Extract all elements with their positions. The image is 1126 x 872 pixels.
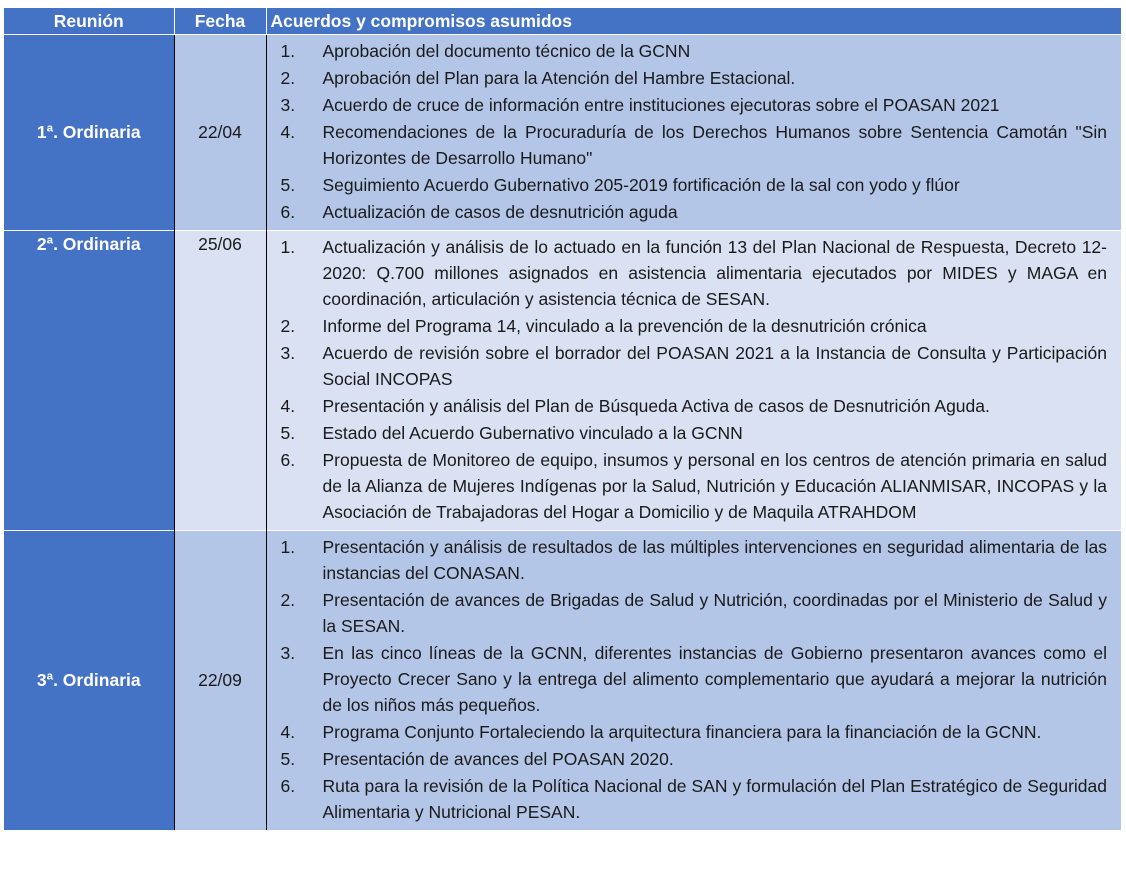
list-item	[281, 746, 1108, 772]
item-number: 1.	[280, 537, 296, 557]
item-number: 3.	[280, 343, 296, 363]
agreements-cell	[266, 231, 1121, 531]
item-number: 6.	[280, 450, 296, 470]
item-number: 5.	[280, 423, 296, 443]
item-text: Presentación y análisis del Plan de Búsqueda Activa de casos de Desnutrición Aguda.	[322, 396, 990, 416]
list-item	[281, 199, 1108, 225]
item-number: 6.	[280, 202, 296, 222]
table-row	[4, 231, 1121, 531]
item-text: Acuerdo de cruce de información entre instituciones ejecutoras sobre el POASAN 2021	[322, 95, 1000, 115]
list-item	[281, 773, 1108, 825]
item-text: Recomendaciones de la Procuraduría de los Derechos Humanos sobre Sentencia Camotán "Sin Horizontes de Desarrollo Humano"	[322, 122, 1107, 168]
list-item	[281, 119, 1108, 171]
item-text: Actualización de casos de desnutrición aguda	[322, 202, 678, 222]
item-text: Actualización y análisis de lo actuado en la función 13 del Plan Nacional de Respuesta, Decreto 12-2020: Q.700 millones asignados en asistencia alimentaria ejecutados por MIDES y MAGA en coordinación, articulación y asistencia técnica de SESAN.	[322, 237, 1107, 309]
item-text: Acuerdo de revisión sobre el borrador del POASAN 2021 a la Instancia de Consulta y Participación Social INCOPAS	[322, 343, 1107, 389]
item-number: 3.	[280, 95, 296, 115]
item-number: 1.	[280, 41, 296, 61]
item-number: 1.	[280, 237, 296, 257]
item-text: Presentación y análisis de resultados de las múltiples intervenciones en seguridad alimentaria de las instancias del CONASAN.	[322, 537, 1107, 583]
item-text: En las cinco líneas de la GCNN, diferentes instancias de Gobierno presentaron avances como el Proyecto Crecer Sano y la entrega del alimento complementario que ayudará a mejorar la nutrición de los niños más pequeños.	[322, 643, 1107, 715]
reunion-cell: 1ª. Ordinaria	[4, 35, 174, 231]
header-fecha: Fecha	[174, 8, 266, 35]
list-item	[281, 172, 1108, 198]
item-number: 4.	[280, 722, 296, 742]
list-item	[281, 587, 1108, 639]
agreements-list	[281, 234, 1108, 525]
reunion-cell: 3ª. Ordinaria	[4, 531, 174, 831]
item-text: Programa Conjunto Fortaleciendo la arquitectura financiera para la financiación de la GCNN.	[322, 722, 1042, 742]
item-number: 4.	[280, 122, 296, 142]
item-text: Aprobación del Plan para la Atención del Hambre Estacional.	[322, 68, 796, 88]
item-number: 2.	[280, 316, 296, 336]
item-text: Informe del Programa 14, vinculado a la prevención de la desnutrición crónica	[322, 316, 927, 336]
agreements-list	[281, 38, 1108, 225]
list-item	[281, 719, 1108, 745]
header-acuerdos: Acuerdos y compromisos asumidos	[266, 8, 1121, 35]
fecha-cell: 25/06	[174, 231, 266, 531]
item-number: 6.	[280, 776, 296, 796]
list-item	[281, 313, 1108, 339]
item-text: Aprobación del documento técnico de la GCNN	[322, 41, 691, 61]
table-row	[4, 531, 1121, 831]
list-item	[281, 393, 1108, 419]
item-number: 5.	[280, 749, 296, 769]
item-text: Presentación de avances de Brigadas de Salud y Nutrición, coordinadas por el Ministerio de Salud y la SESAN.	[322, 590, 1107, 636]
item-text: Seguimiento Acuerdo Gubernativo 205-2019 fortificación de la sal con yodo y flúor	[322, 175, 960, 195]
list-item	[281, 234, 1108, 312]
agreements-list	[281, 534, 1108, 825]
fecha-cell: 22/04	[174, 35, 266, 231]
item-number: 2.	[280, 68, 296, 88]
list-item	[281, 92, 1108, 118]
list-item	[281, 65, 1108, 91]
item-text: Presentación de avances del POASAN 2020.	[322, 749, 674, 769]
list-item	[281, 447, 1108, 525]
item-number: 5.	[280, 175, 296, 195]
reunion-cell: 2ª. Ordinaria	[4, 231, 174, 531]
agreements-cell	[266, 531, 1121, 831]
table-header-row	[4, 8, 1121, 35]
fecha-cell: 22/09	[174, 531, 266, 831]
agreements-cell	[266, 35, 1121, 231]
header-reunion: Reunión	[4, 8, 174, 35]
list-item	[281, 340, 1108, 392]
list-item	[281, 534, 1108, 586]
item-number: 4.	[280, 396, 296, 416]
list-item	[281, 420, 1108, 446]
item-number: 2.	[280, 590, 296, 610]
item-text: Ruta para la revisión de la Política Nacional de SAN y formulación del Plan Estratégico de Seguridad Alimentaria y Nutricional PESAN.	[322, 776, 1107, 822]
table-row	[4, 35, 1121, 231]
item-text: Estado del Acuerdo Gubernativo vinculado a la GCNN	[322, 423, 743, 443]
list-item	[281, 640, 1108, 718]
list-item	[281, 38, 1108, 64]
item-text: Propuesta de Monitoreo de equipo, insumos y personal en los centros de atención primaria en salud de la Alianza de Mujeres Indígenas por la Salud, Nutrición y Educación ALIANMISAR, INCOPAS y la Asociación de Trabajadoras del Hogar a Domicilio y de Maquila ATRAHDOM	[322, 450, 1107, 522]
agreements-table	[4, 8, 1121, 830]
item-number: 3.	[280, 643, 296, 663]
